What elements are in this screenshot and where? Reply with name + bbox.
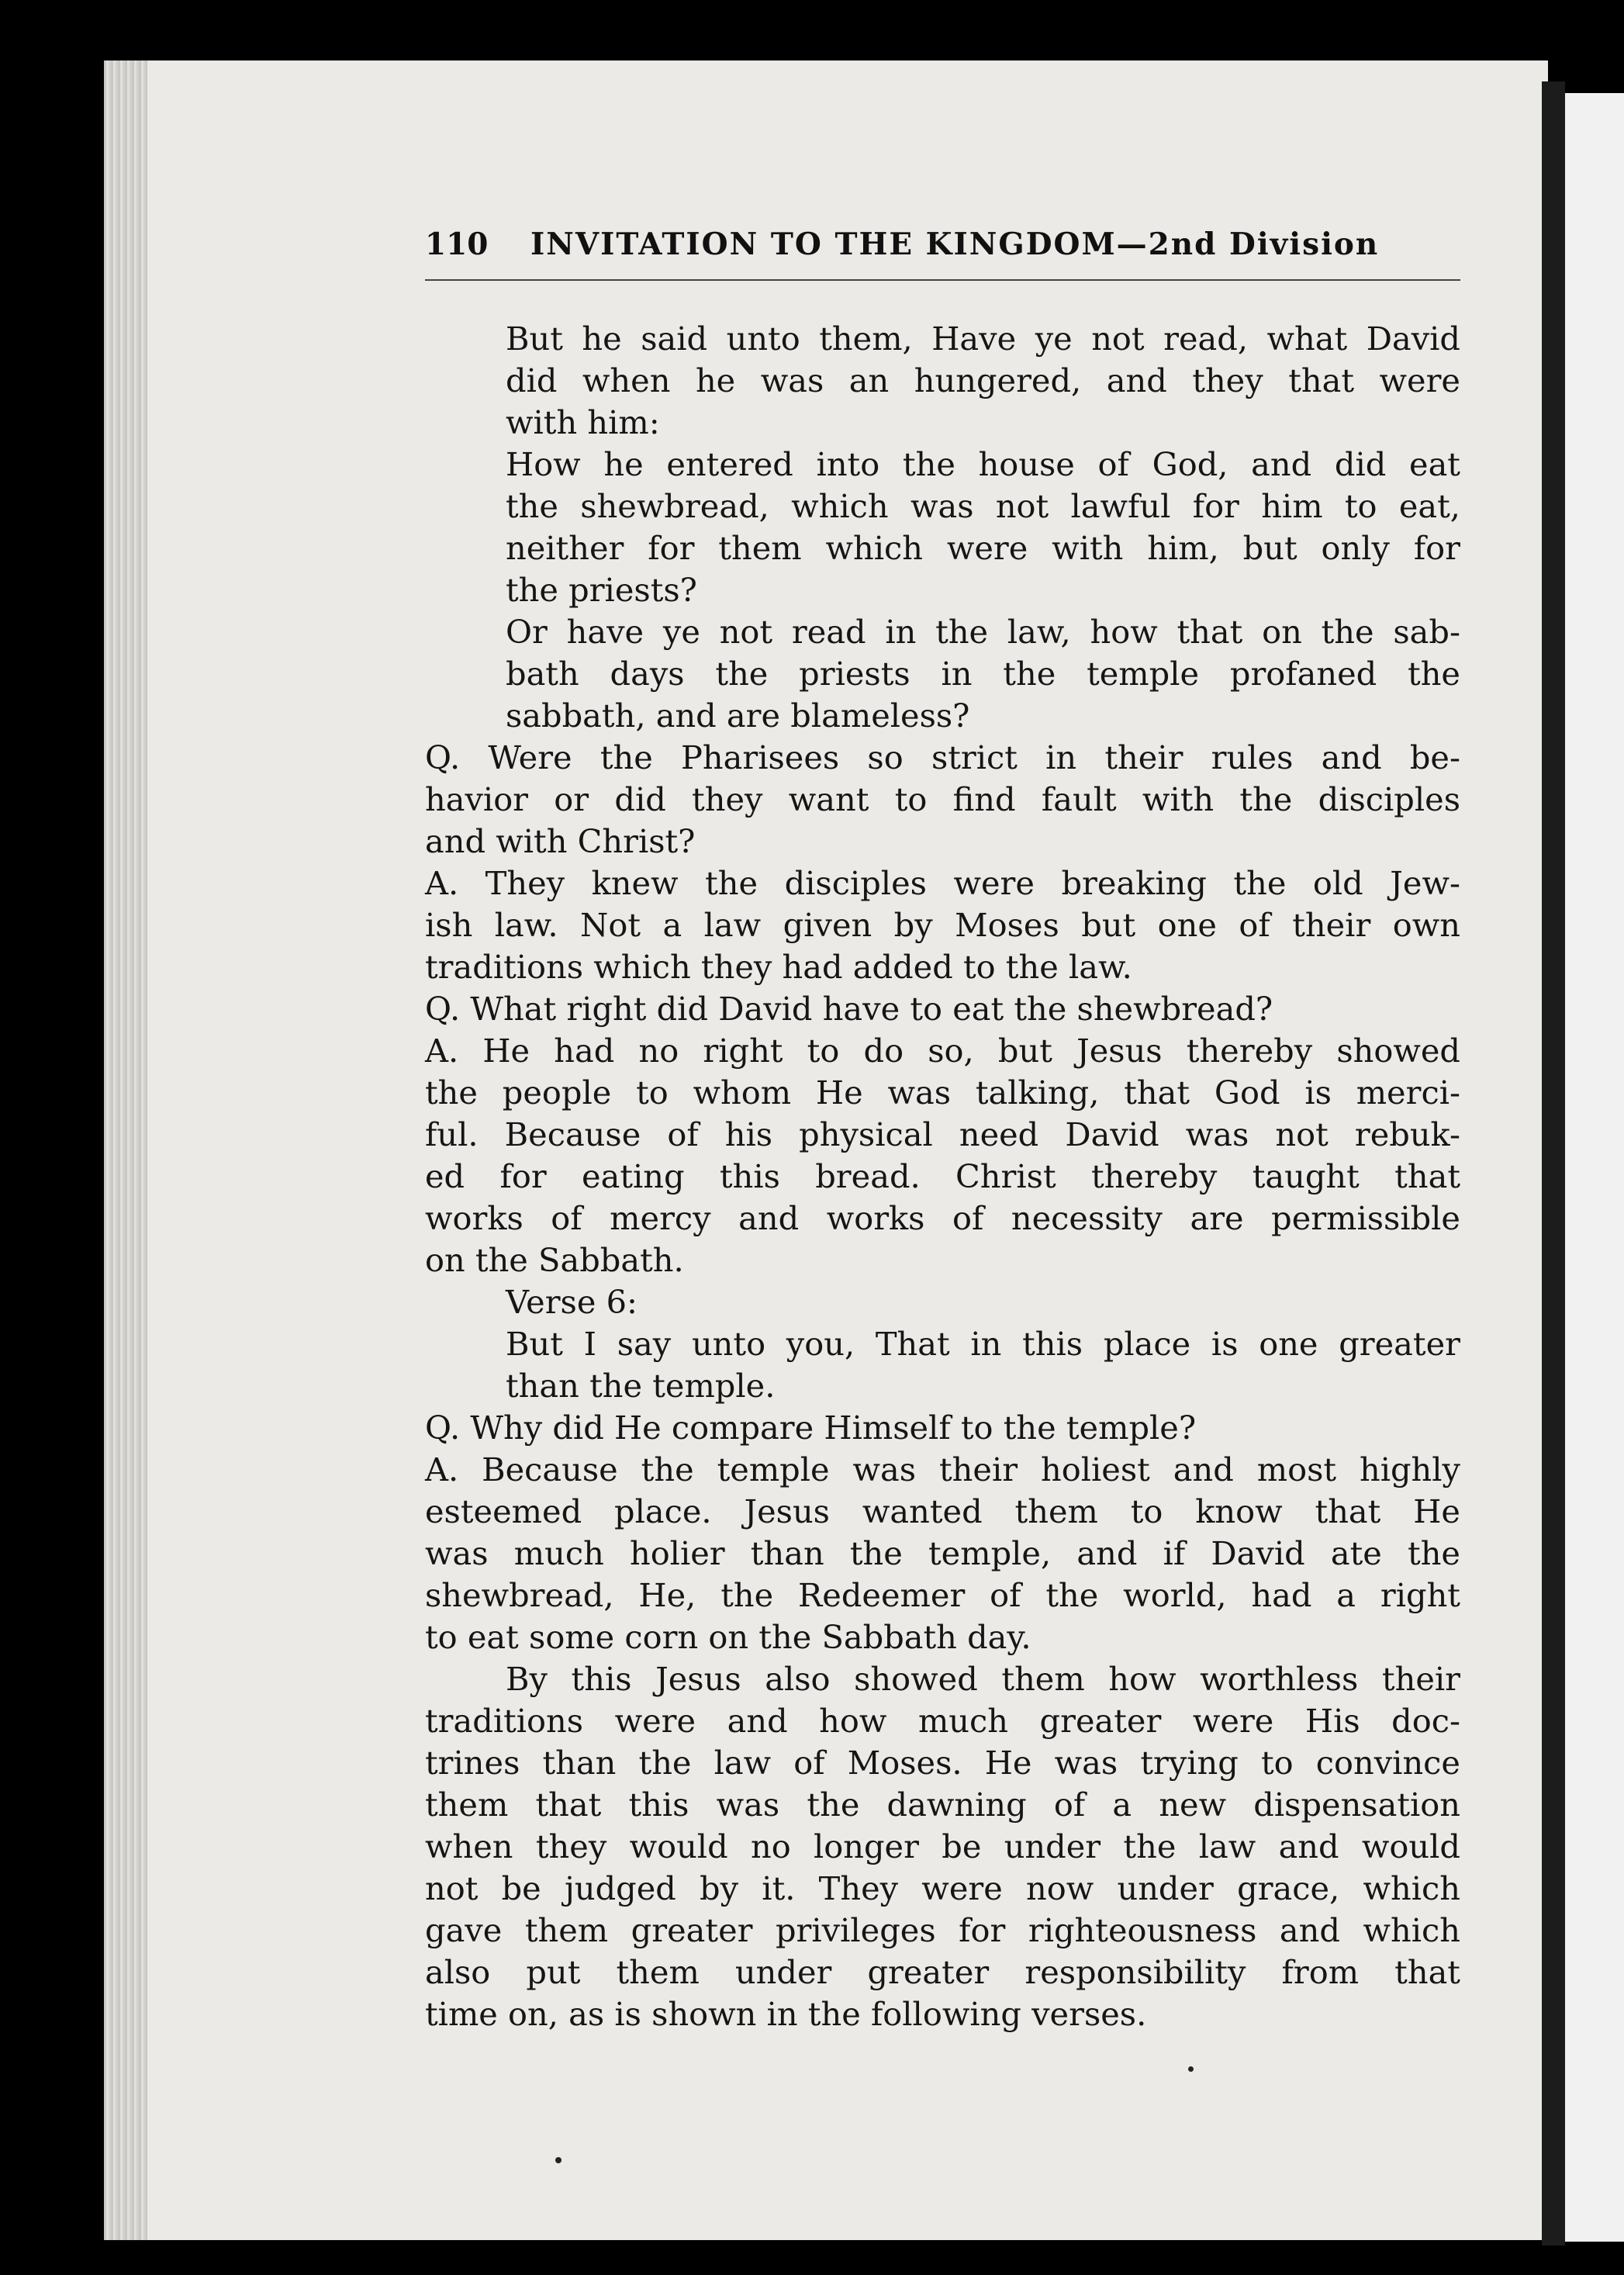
text-line: neither for them which were with him, but only for — [506, 529, 1460, 567]
speck-mark — [555, 2157, 561, 2163]
running-header — [425, 226, 1464, 273]
header-rule — [425, 279, 1460, 281]
text-line: traditions which they had added to the law. — [425, 948, 1132, 986]
text-line: the shewbread, which was not lawful for him to eat, — [506, 487, 1460, 525]
text-line: But he said unto them, Have ye not read, what David — [506, 320, 1460, 358]
text-line: ed for eating this bread. Christ thereby taught that — [425, 1157, 1460, 1195]
text-line: bath days the priests in the temple profaned the — [506, 655, 1460, 693]
text-line: A. Because the temple was their holiest and most highly — [425, 1450, 1460, 1488]
text-line: the people to whom He was talking, that God is merci- — [425, 1074, 1460, 1112]
text-line: gave them greater privileges for righteousness and which — [425, 1911, 1460, 1949]
text-line: But I say unto you, That in this place is one greater — [506, 1325, 1460, 1363]
text-line: Q. Why did He compare Himself to the temple? — [425, 1409, 1197, 1447]
text-line: them that this was the dawning of a new dispensation — [425, 1786, 1460, 1824]
text-line: A. He had no right to do so, but Jesus thereby showed — [425, 1032, 1460, 1070]
text-line: traditions were and how much greater were His doc- — [425, 1702, 1460, 1740]
text-line: shewbread, He, the Redeemer of the world, had a right — [425, 1576, 1460, 1614]
text-line: not be judged by it. They were now under grace, which — [425, 1869, 1460, 1907]
text-line: By this Jesus also showed them how worthless their — [506, 1660, 1460, 1698]
text-line: than the temple. — [506, 1367, 776, 1405]
text-line: works of mercy and works of necessity are permissible — [425, 1199, 1460, 1237]
text-line: Q. What right did David have to eat the shewbread? — [425, 990, 1273, 1028]
text-line: Or have ye not read in the law, how that on the sab- — [506, 613, 1460, 651]
text-line: trines than the law of Moses. He was trying to convince — [425, 1744, 1460, 1782]
text-line: ful. Because of his physical need David was not rebuk- — [425, 1115, 1460, 1153]
speck-mark — [1188, 2066, 1194, 2072]
text-line: Q. Were the Pharisees so strict in their rules and be- — [425, 738, 1460, 776]
facing-page-edge — [1565, 93, 1624, 2242]
text-line: havior or did they want to find fault with the disciples — [425, 780, 1460, 818]
text-line: also put them under greater responsibility from that — [425, 1953, 1460, 1991]
page-edge-stack — [104, 61, 147, 2240]
text-line: A. They knew the disciples were breaking the old Jew- — [425, 864, 1460, 902]
text-line: to eat some corn on the Sabbath day. — [425, 1618, 1031, 1656]
text-line: How he entered into the house of God, and did eat — [506, 445, 1460, 483]
text-line: ish law. Not a law given by Moses but one of their own — [425, 906, 1460, 944]
text-line: and with Christ? — [425, 822, 696, 860]
running-title: INVITATION TO THE KINGDOM—2nd Division — [530, 226, 1380, 262]
text-line: when they would no longer be under the law and would — [425, 1827, 1460, 1865]
text-line: did when he was an hungered, and they that were — [506, 361, 1460, 399]
book-spine-shadow — [1542, 81, 1565, 2246]
text-line: time on, as is shown in the following verses. — [425, 1995, 1147, 2033]
text-line: esteemed place. Jesus wanted them to know that He — [425, 1492, 1460, 1530]
text-line: the priests? — [506, 571, 697, 609]
page-number: 110 — [425, 226, 489, 262]
text-line: on the Sabbath. — [425, 1241, 684, 1279]
body-text — [425, 318, 1460, 2035]
text-line: Verse 6: — [506, 1283, 638, 1321]
text-line: was much holier than the temple, and if David ate the — [425, 1534, 1460, 1572]
text-line: with him: — [506, 403, 660, 441]
text-line: sabbath, and are blameless? — [506, 697, 970, 735]
